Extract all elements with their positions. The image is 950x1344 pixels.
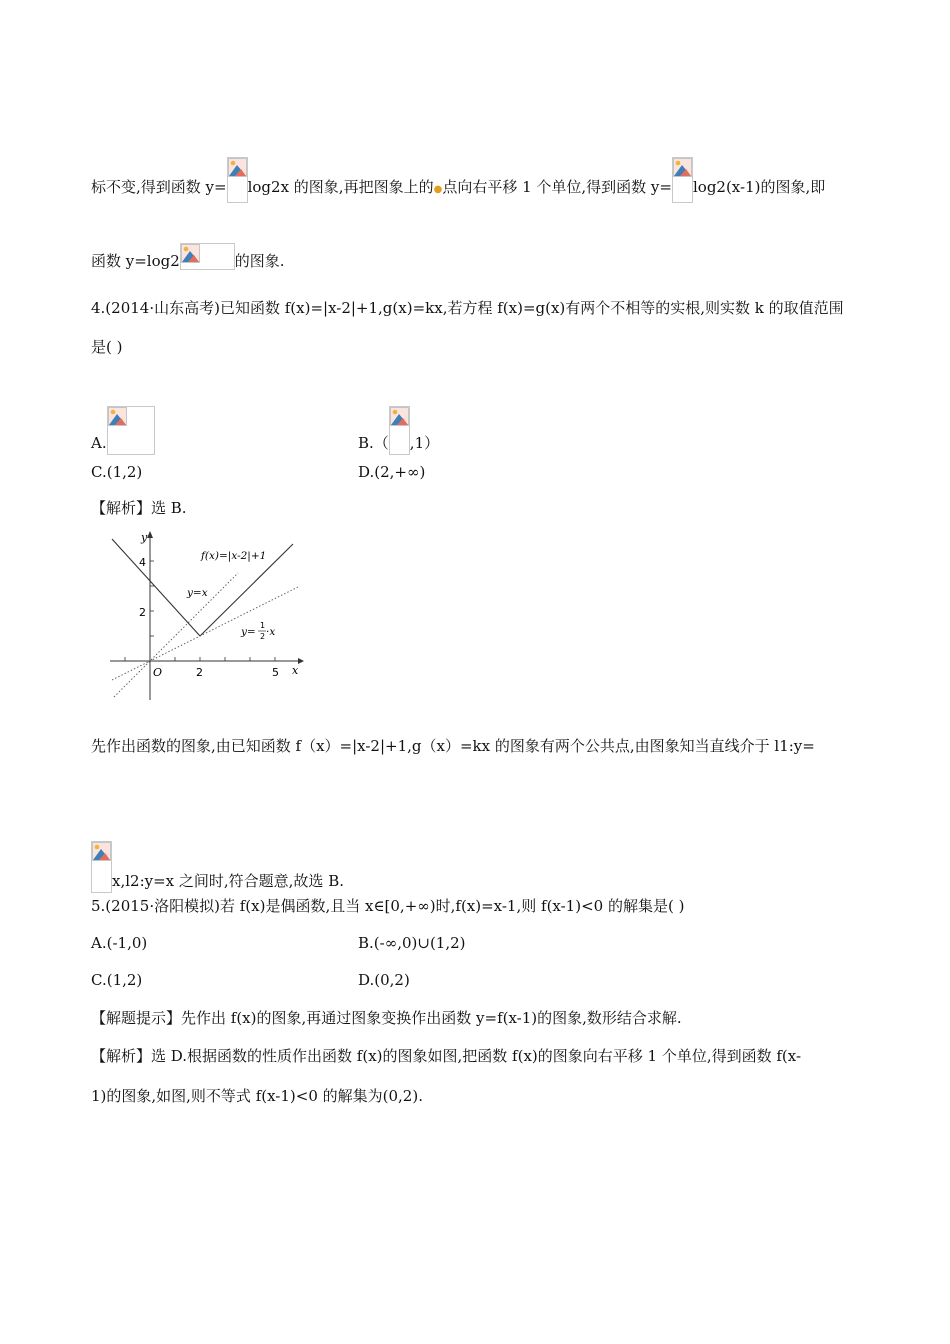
q4-line2: 是( ) xyxy=(91,338,123,356)
broken-image-icon xyxy=(181,244,200,263)
q5-line1: 5.(2015·洛阳模拟)若 f(x)是偶函数,且当 x∈[0,+∞)时,f(x)=x-1,则 f(x-1)<0 的解集是( ) xyxy=(91,897,685,915)
y-axis-label: y xyxy=(141,531,148,544)
formula-image-placeholder xyxy=(180,243,235,270)
q4-answer: 【解析】选 B. xyxy=(91,499,187,517)
q5-option-c: C.(1,2) xyxy=(91,971,143,989)
x-axis-arrow-icon xyxy=(298,658,304,664)
para1-text-b: log2x 的图象,再把图象上的 xyxy=(247,178,434,196)
label-y-half-numerator: 1 xyxy=(260,621,266,630)
option-a-label: A. xyxy=(91,434,107,452)
q4-option-a xyxy=(91,406,155,453)
formula-image-placeholder xyxy=(672,157,693,203)
label-y-equals-x: y=x xyxy=(187,587,208,599)
y-axis-arrow-icon xyxy=(147,531,153,538)
broken-image-icon xyxy=(673,158,692,177)
formula-image-placeholder xyxy=(227,157,248,203)
para2-line xyxy=(91,243,285,271)
x-axis-label: x xyxy=(292,664,299,677)
para2-text-a: 函数 y=log2 xyxy=(91,252,180,270)
y-tick-4: 4 xyxy=(139,556,146,569)
q4-option-b xyxy=(358,406,439,453)
y-tick-2: 2 xyxy=(139,606,146,619)
broken-image-icon xyxy=(390,407,409,426)
option-b-prefix: B.（ xyxy=(358,434,389,452)
broken-image-icon xyxy=(108,407,127,426)
label-f: f(x)=|x-2|+1 xyxy=(201,550,267,562)
para1-line xyxy=(91,157,825,200)
edit-mark-icon: ● xyxy=(433,184,443,195)
q5-option-d: D.(0,2) xyxy=(358,971,410,989)
formula-image-placeholder xyxy=(91,841,112,893)
line-y-equals-x xyxy=(114,573,238,697)
broken-image-icon xyxy=(228,158,247,177)
para1-text-c: 点向右平移 1 个单位,得到函数 y= xyxy=(442,178,672,196)
para2-text-b: 的图象. xyxy=(234,252,285,270)
broken-image-icon xyxy=(92,842,111,861)
para1-text-a: 标不变,得到函数 y= xyxy=(91,178,227,196)
q4-explain2-line xyxy=(91,841,344,891)
label-y-half-suffix: ·x xyxy=(266,626,276,638)
option-b-suffix: ,1） xyxy=(409,434,440,452)
formula-image-placeholder xyxy=(107,406,155,455)
label-y-half-denominator: 2 xyxy=(260,632,266,641)
q4-line1: 4.(2014·山东高考)已知函数 f(x)=|x-2|+1,g(x)=kx,若方程 f(x)=g(x)有两个不相等的实根,则实数 k 的取值范围 xyxy=(91,299,844,317)
q5-option-a: A.(-1,0) xyxy=(91,934,148,952)
q4-option-c: C.(1,2) xyxy=(91,463,143,481)
origin-label: O xyxy=(153,666,163,679)
q5-explain2: 1)的图象,如图,则不等式 f(x-1)<0 的解集为(0,2). xyxy=(91,1087,423,1105)
x-tick-5: 5 xyxy=(272,666,279,679)
q5-hint: 【解题提示】先作出 f(x)的图象,再通过图象变换作出函数 y=f(x-1)的图象,数形结合求解. xyxy=(91,1009,682,1027)
function-graph-figure xyxy=(108,528,308,708)
x-tick-2: 2 xyxy=(196,666,203,679)
label-y-half-prefix: y= xyxy=(241,626,256,638)
q5-option-b: B.(-∞,0)∪(1,2) xyxy=(358,934,466,952)
q4-option-d: D.(2,+∞) xyxy=(358,463,426,481)
formula-image-placeholder xyxy=(389,406,410,455)
q5-explain1: 【解析】选 D.根据函数的性质作出函数 f(x)的图象如图,把函数 f(x)的图象向右平移 1 个单位,得到函数 f(x- xyxy=(91,1047,802,1065)
q4-explain2: x,l2:y=x 之间时,符合题意,故选 B. xyxy=(112,872,344,890)
para1-text-d: log2(x-1)的图象,即 xyxy=(692,178,826,196)
q4-explain1: 先作出函数的图象,由已知函数 f（x）=|x-2|+1,g（x）=kx 的图象有两个公共点,由图象知当直线介于 l1:y= xyxy=(91,737,815,755)
